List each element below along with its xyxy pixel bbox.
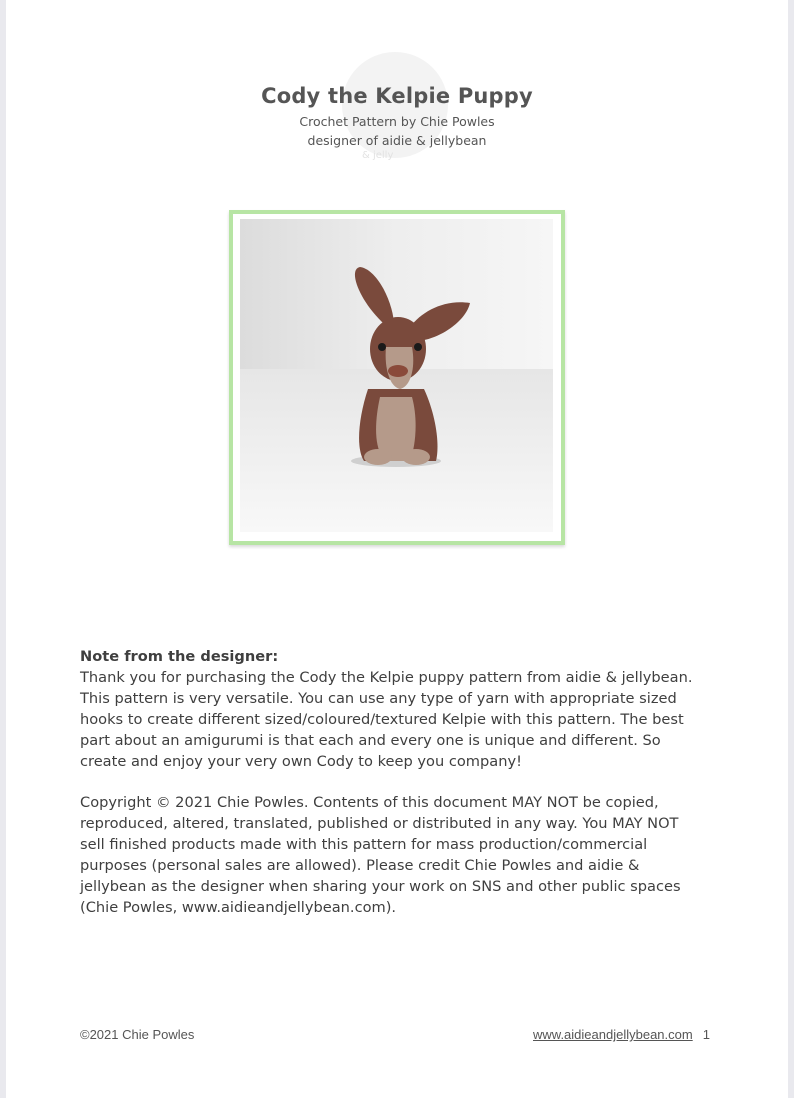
byline: Crochet Pattern by Chie Powles	[299, 114, 495, 129]
copyright-line: purposes (personal sales are allowed). Please credit Chie Powles and aidie &	[80, 857, 640, 874]
designer-line: designer of aidie & jellybean	[307, 133, 487, 148]
document-page	[6, 0, 788, 1098]
note-line: hooks to create different sized/coloured/textured Kelpie with this pattern. The best	[80, 711, 684, 728]
copyright-line: (Chie Powles, www.aidieandjellybean.com).	[80, 899, 397, 916]
note-line: Thank you for purchasing the Cody the Kelpie puppy pattern from aidie & jellybean.	[80, 669, 693, 686]
page-number: 1	[702, 1027, 710, 1042]
note-line: create and enjoy your very own Cody to keep you company!	[80, 753, 522, 770]
logo-watermark-text: & jelly	[362, 150, 394, 161]
copyright-line: reproduced, altered, translated, published or distributed in any way. You MAY NOT	[80, 815, 679, 832]
copyright-line: sell finished products made with this pattern for mass production/commercial	[80, 836, 648, 853]
designer-note	[80, 646, 700, 772]
copyright-line: jellybean as the designer when sharing your work on SNS and other public spaces	[80, 878, 681, 895]
website-link[interactable]: www.aidieandjellybean.com	[533, 1027, 693, 1042]
note-line: This pattern is very versatile. You can use any type of yarn with appropriate sized	[80, 690, 677, 707]
copyright-notice	[80, 792, 700, 918]
footer-right	[533, 1027, 710, 1042]
footer-copyright: ©2021 Chie Powles	[80, 1027, 195, 1042]
note-heading: Note from the designer:	[80, 648, 279, 665]
note-line: part about an amigurumi is that each and every one is unique and different. So	[80, 732, 661, 749]
copyright-line: Copyright © 2021 Chie Powles. Contents of this document MAY NOT be copied,	[80, 794, 659, 811]
puppy-photo	[240, 219, 553, 532]
document-title: Cody the Kelpie Puppy	[261, 84, 533, 108]
